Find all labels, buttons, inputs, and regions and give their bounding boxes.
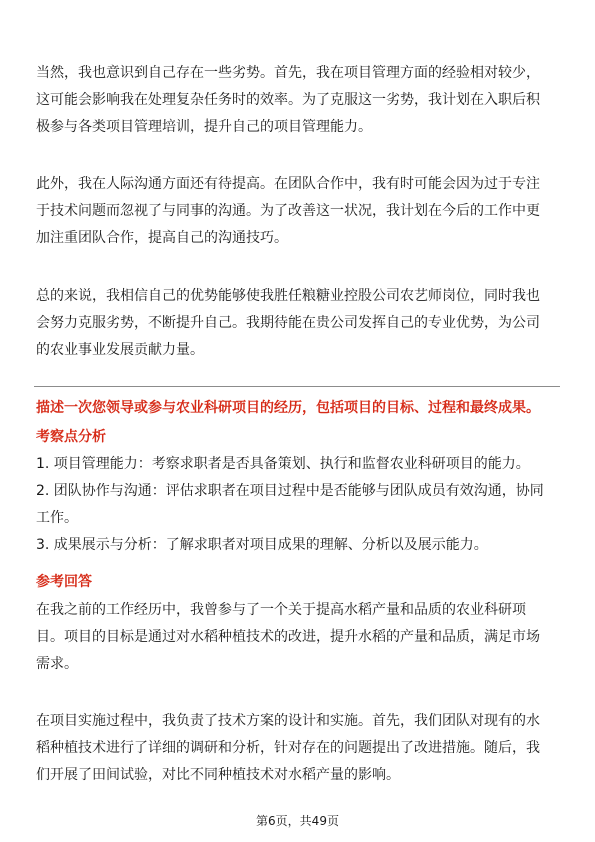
text-line: 需求。 xyxy=(36,656,78,672)
answer-heading xyxy=(36,569,560,596)
section-divider xyxy=(34,386,560,387)
question-text: 描述一次您领导或参与农业科研项目的经历，包括项目的目标、过程和最终成果。 xyxy=(36,400,540,416)
interview-question xyxy=(36,395,560,422)
text-line: 加注重团队合作，提高自己的沟通技巧。 xyxy=(36,230,288,246)
text-line: 们开展了田间试验，对比不同种植技术对水稻产量的影响。 xyxy=(36,767,400,783)
paragraph-summary xyxy=(36,283,560,364)
text-line: 的农业事业发展贡献力量。 xyxy=(36,342,204,358)
text-line: 总的来说，我相信自己的优势能够使我胜任粮糖业控股公司农艺师岗位，同时我也 xyxy=(36,288,540,304)
text-line: 极参与各类项目管理培训，提升自己的项目管理能力。 xyxy=(36,119,372,135)
text-line: 此外，我在人际沟通方面还有待提高。在团队合作中，我有时可能会因为过于专注 xyxy=(36,176,540,192)
answer-paragraph-goal xyxy=(36,597,560,678)
text-line: 这可能会影响我在处理复杂任务时的效率。为了克服这一劣势，我计划在入职后积 xyxy=(36,92,540,108)
paragraph-communication xyxy=(36,171,560,252)
list-item: 3. 成果展示与分析：了解求职者对项目成果的理解、分析以及展示能力。 xyxy=(36,537,488,553)
list-item: 2. 团队协作与沟通：评估求职者在项目过程中是否能够与团队成员有效沟通，协同 xyxy=(36,483,544,499)
page-number: 第6页，共49页 xyxy=(256,814,339,828)
analysis-heading-text: 考察点分析 xyxy=(36,429,106,445)
text-line: 在项目实施过程中，我负责了技术方案的设计和实施。首先，我们团队对现有的水 xyxy=(36,713,540,729)
answer-paragraph-process xyxy=(36,708,560,789)
paragraph-weaknesses xyxy=(36,60,560,141)
list-item: 1. 项目管理能力：考察求职者是否具备策划、执行和监督农业科研项目的能力。 xyxy=(36,456,530,472)
answer-heading-text: 参考回答 xyxy=(36,574,92,590)
text-line: 在我之前的工作经历中，我曾参与了一个关于提高水稻产量和品质的农业科研项 xyxy=(36,602,526,618)
list-item-continuation: 工作。 xyxy=(36,510,78,526)
text-line: 目。项目的目标是通过对水稻种植技术的改进，提升水稻的产量和品质，满足市场 xyxy=(36,629,540,645)
text-line: 当然，我也意识到自己存在一些劣势。首先，我在项目管理方面的经验相对较少， xyxy=(36,65,540,81)
analysis-heading xyxy=(36,424,560,451)
text-line: 于技术问题而忽视了与同事的沟通。为了改善这一状况，我计划在今后的工作中更 xyxy=(36,203,540,219)
text-line: 会努力克服劣势，不断提升自己。我期待能在贵公司发挥自己的专业优势，为公司 xyxy=(36,315,540,331)
text-line: 稻种植技术进行了详细的调研和分析，针对存在的问题提出了改进措施。随后，我 xyxy=(36,740,540,756)
analysis-list xyxy=(36,451,560,559)
